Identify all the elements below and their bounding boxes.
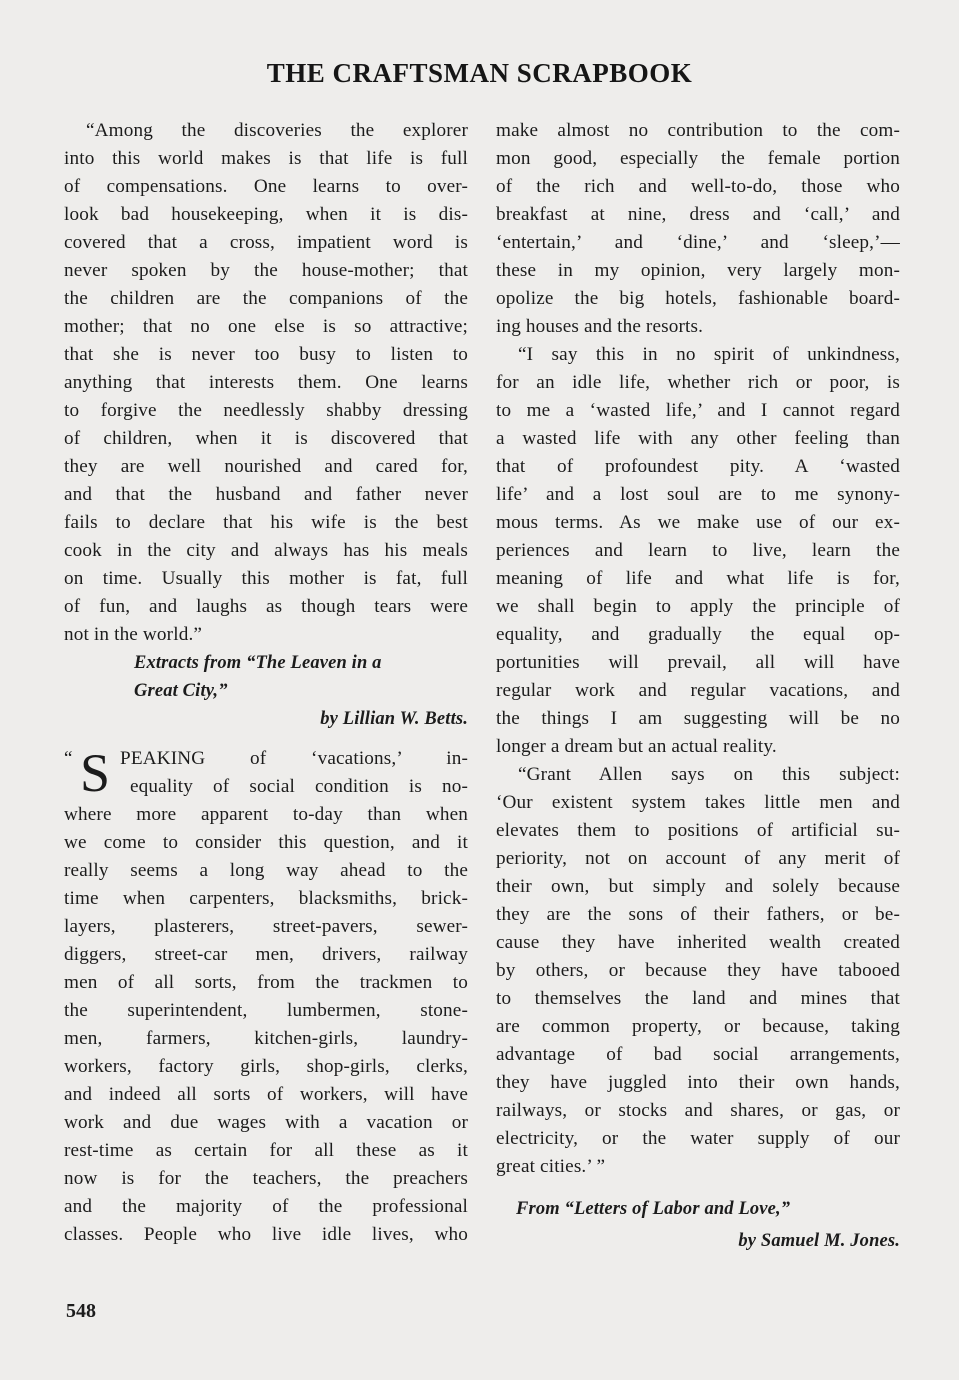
text-line: “Among the discoveries the explorer — [86, 120, 468, 141]
text-line: fails to declare that his wife is the best — [64, 512, 468, 533]
text-line: mous terms. As we make use of our ex- — [496, 512, 900, 533]
attribution-lillian-betts — [64, 649, 468, 733]
text-line: of the rich and well-to-do, those who — [496, 176, 900, 197]
text-line: diggers, street-car men, drivers, railway — [64, 944, 468, 965]
text-line: periences and learn to live, learn the — [496, 540, 900, 561]
text-line: portunities will prevail, all will have — [496, 652, 900, 673]
text-line: of compensations. One learns to over- — [64, 176, 468, 197]
text-line: life’ and a lost soul are to me synony- — [496, 484, 900, 505]
text-line: we shall begin to apply the principle of — [496, 596, 900, 617]
text-line: and the majority of the professional — [64, 1196, 468, 1217]
text-line: by others, or because they have tabooed — [496, 960, 900, 981]
attribution-source-line-1: Extracts from “The Leaven in a — [134, 653, 382, 673]
text-line: these in my opinion, very largely mon- — [496, 260, 900, 281]
text-line: cook in the city and always has his meals — [64, 540, 468, 561]
text-line: a wasted life with any other feeling than — [496, 428, 900, 449]
page-title: THE CRAFTSMAN SCRAPBOOK — [266, 58, 693, 88]
text-line: ‘entertain,’ and ‘dine,’ and ‘sleep,’— — [496, 232, 900, 253]
text-line: layers, plasterers, street-pavers, sewer- — [64, 916, 468, 937]
paragraph-grant-allen — [496, 761, 900, 1181]
text-line: anything that interests them. One learns — [64, 372, 468, 393]
drop-cap-line-1: PEAKING of ‘vacations,’ in- — [120, 748, 468, 769]
quote-lillian-betts — [64, 117, 468, 649]
attribution-author: by Lillian W. Betts. — [320, 709, 468, 729]
text-line: to themselves the land and mines that — [496, 988, 900, 1009]
paragraph-wasted-life — [496, 341, 900, 761]
text-line: of fun, and laughs as though tears were — [64, 596, 468, 617]
text-line: regular work and regular vacations, and — [496, 680, 900, 701]
text-line: that she is never too busy to listen to — [64, 344, 468, 365]
text-line: “Grant Allen says on this subject: — [518, 764, 900, 785]
text-line: that of profoundest pity. A ‘wasted — [496, 456, 900, 477]
text-line: equality, and gradually the equal op- — [496, 624, 900, 645]
quote-samuel-jones-start — [64, 745, 468, 1249]
text-line: for an idle life, whether rich or poor, is — [496, 372, 900, 393]
text-line: periority, not on account of any merit of — [496, 848, 900, 869]
left-column — [64, 117, 468, 1249]
attribution-source: From “Letters of Labor and Love,” — [516, 1199, 791, 1219]
text-line: workers, factory girls, shop-girls, clerks, — [64, 1056, 468, 1077]
quote-body-left — [64, 801, 468, 1249]
text-line: where more apparent to-day than when — [64, 804, 468, 825]
text-line: great cities.’ ” — [496, 1156, 606, 1177]
text-line: to me a ‘wasted life,’ and I cannot regard — [496, 400, 900, 421]
text-line: the things I am suggesting will be no — [496, 708, 900, 729]
text-line: to forgive the needlessly shabby dressing — [64, 400, 468, 421]
text-line: meaning of life and what life is for, — [496, 568, 900, 589]
text-line: cause they have inherited wealth created — [496, 932, 900, 953]
text-line: time when carpenters, blacksmiths, brick- — [64, 888, 468, 909]
text-line: never spoken by the house-mother; that — [64, 260, 468, 281]
opening-quote-mark: “ — [64, 748, 73, 769]
drop-cap-letter: S — [80, 743, 111, 803]
text-line: ‘Our existent system takes little men and — [496, 792, 900, 813]
text-line: make almost no contribution to the com- — [496, 120, 900, 141]
text-line: work and due wages with a vacation or — [64, 1112, 468, 1133]
text-line: we come to consider this question, and it — [64, 832, 468, 853]
text-line: elevates them to positions of artificial su- — [496, 820, 900, 841]
text-line: mon good, especially the female portion — [496, 148, 900, 169]
text-line: the superintendent, lumbermen, stone- — [64, 1000, 468, 1021]
text-line: longer a dream but an actual reality. — [496, 736, 777, 757]
page-number: 548 — [66, 1300, 96, 1322]
text-line: opolize the big hotels, fashionable board- — [496, 288, 900, 309]
text-line: classes. People who live idle lives, who — [64, 1224, 468, 1245]
text-line: men of all sorts, from the trackmen to — [64, 972, 468, 993]
text-line: look bad housekeeping, when it is dis- — [64, 204, 468, 225]
text-line: they are the sons of their fathers, or be- — [496, 904, 900, 925]
text-line: mother; that no one else is so attractive; — [64, 316, 468, 337]
attribution-author: by Samuel M. Jones. — [738, 1231, 900, 1251]
text-line: really seems a long way ahead to the — [64, 860, 468, 881]
text-line: they are well nourished and cared for, — [64, 456, 468, 477]
text-line: of children, when it is discovered that — [64, 428, 468, 449]
attribution-source-line-2: Great City,” — [134, 681, 228, 701]
text-line: their own, but simply and solely because — [496, 876, 900, 897]
text-line: rest-time as certain for all these as it — [64, 1140, 468, 1161]
text-line: railways, or stocks and shares, or gas, or — [496, 1100, 900, 1121]
text-line: breakfast at nine, dress and ‘call,’ and — [496, 204, 900, 225]
paragraph-idle-rich — [496, 117, 900, 341]
text-line: electricity, or the water supply of our — [496, 1128, 900, 1149]
text-line: men, farmers, kitchen-girls, laundry- — [64, 1028, 468, 1049]
text-line: now is for the teachers, the preachers — [64, 1168, 468, 1189]
text-line: “I say this in no spirit of unkindness, — [518, 344, 900, 365]
text-line: are common property, or because, taking — [496, 1016, 900, 1037]
text-line: and that the husband and father never — [64, 484, 468, 505]
text-line: and indeed all sorts of workers, will have — [64, 1084, 468, 1105]
text-line: not in the world.” — [64, 624, 203, 645]
text-line: on time. Usually this mother is fat, full — [64, 568, 468, 589]
text-line: into this world makes is that life is full — [64, 148, 468, 169]
drop-cap-line-2: equality of social condition is no- — [130, 776, 468, 797]
text-line: covered that a cross, impatient word is — [64, 232, 468, 253]
text-line: ing houses and the resorts. — [496, 316, 704, 337]
text-line: advantage of bad social arrangements, — [496, 1044, 900, 1065]
text-line: the children are the companions of the — [64, 288, 468, 309]
text-line: they have juggled into their own hands, — [496, 1072, 900, 1093]
right-column — [496, 117, 900, 1255]
